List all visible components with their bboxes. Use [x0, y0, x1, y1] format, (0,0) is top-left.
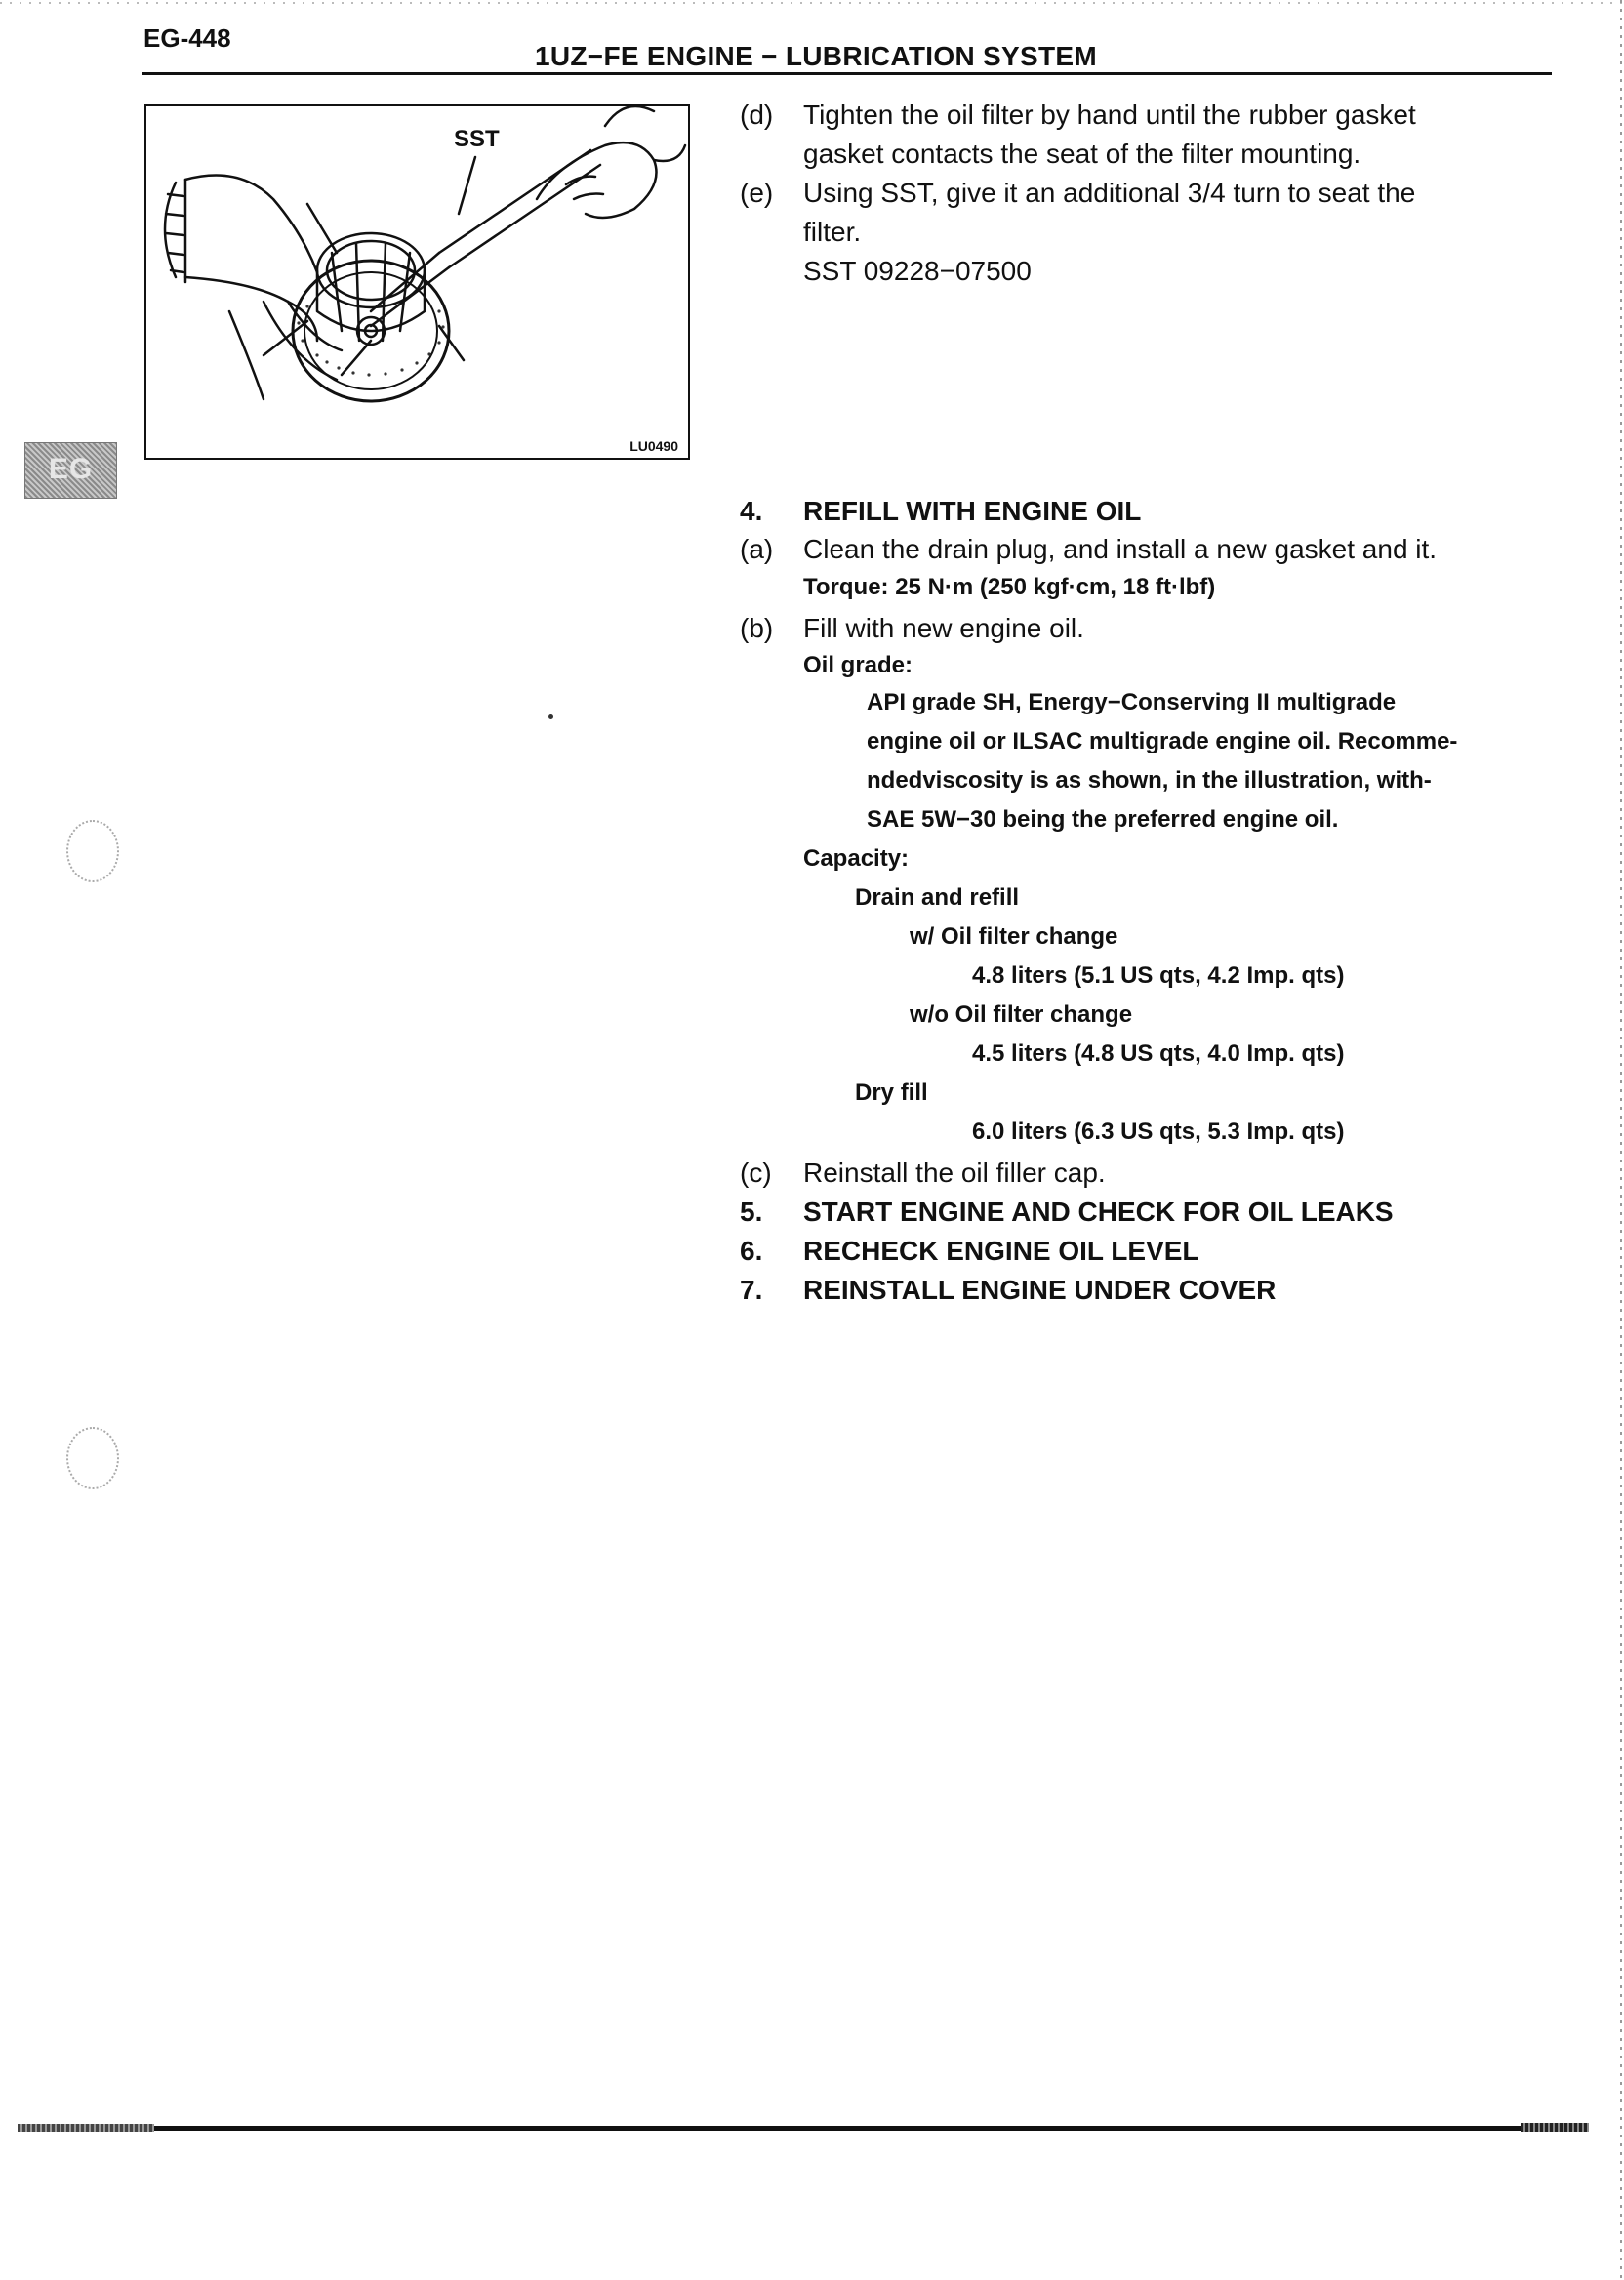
capacity-item: Dry fill: [855, 1079, 928, 1106]
spec-text: SAE 5W−30 being the preferred engine oil.: [867, 806, 1339, 833]
punch-hole-mark: [66, 1427, 119, 1489]
capacity-value: 4.5 liters (4.8 US qts, 4.0 Imp. qts): [972, 1040, 1345, 1067]
scan-edge-right: [1620, 0, 1622, 2280]
section-number: 5.: [740, 1197, 763, 1227]
capacity-value: 6.0 liters (6.3 US qts, 5.3 Imp. qts): [972, 1119, 1345, 1145]
spec-text: API grade SH, Energy−Conserving II multigrade: [867, 689, 1397, 715]
torque-spec: Torque: 25 N·m (250 kgf·cm, 18 ft·lbf): [803, 574, 1216, 600]
step-text: Fill with new engine oil.: [803, 613, 1084, 643]
section-heading: REINSTALL ENGINE UNDER COVER: [803, 1275, 1277, 1305]
footer-rule: [18, 2126, 1589, 2131]
step-text: gasket contacts the seat of the filter mounting.: [803, 139, 1361, 169]
section-heading: REFILL WITH ENGINE OIL: [803, 496, 1142, 526]
scan-speck: [548, 714, 553, 719]
step-marker: (c): [740, 1158, 772, 1188]
oil-filter-illustration: [144, 104, 690, 460]
section-heading: START ENGINE AND CHECK FOR OIL LEAKS: [803, 1197, 1394, 1227]
section-heading: RECHECK ENGINE OIL LEVEL: [803, 1236, 1199, 1266]
section-number: 4.: [740, 496, 763, 526]
section-tab-label: EG: [48, 453, 94, 485]
spec-text: engine oil or ILSAC multigrade engine oil. Recomme-: [867, 728, 1458, 754]
step-text: Reinstall the oil filler cap.: [803, 1158, 1106, 1188]
header-rule: [142, 72, 1552, 75]
capacity-value: 4.8 liters (5.1 US qts, 4.2 Imp. qts): [972, 962, 1345, 989]
capacity-item: w/o Oil filter change: [910, 1001, 1133, 1028]
page-number: EG-448: [143, 23, 231, 53]
scan-edge-top: [0, 2, 1624, 4]
spec-text: ndedviscosity is as shown, in the illustration, with-: [867, 767, 1432, 794]
figure-code: LU0490: [629, 438, 678, 454]
oil-filter-wrench-drawing: [146, 106, 688, 458]
step-marker: (a): [740, 534, 774, 564]
spec-heading: Capacity:: [803, 845, 910, 872]
step-text: Tighten the oil filter by hand until the rubber gasket: [803, 100, 1416, 130]
sst-callout: SST: [454, 126, 500, 152]
punch-hole-mark: [66, 820, 119, 882]
section-tab-eg: [24, 442, 117, 499]
step-text: Clean the drain plug, and install a new gasket and it.: [803, 534, 1438, 564]
capacity-item: w/ Oil filter change: [910, 923, 1118, 950]
spec-heading: Oil grade:: [803, 652, 914, 678]
step-marker: (e): [740, 178, 774, 208]
section-number: 6.: [740, 1236, 763, 1266]
step-marker: (d): [740, 100, 774, 130]
sst-number: SST 09228−07500: [803, 256, 1032, 286]
section-number: 7.: [740, 1275, 763, 1305]
step-text: Using SST, give it an additional 3/4 turn to seat the: [803, 178, 1416, 208]
capacity-item: Drain and refill: [855, 884, 1020, 911]
page-title: 1UZ−FE ENGINE − LUBRICATION SYSTEM: [535, 41, 1097, 71]
step-text: filter.: [803, 217, 862, 247]
step-marker: (b): [740, 613, 774, 643]
